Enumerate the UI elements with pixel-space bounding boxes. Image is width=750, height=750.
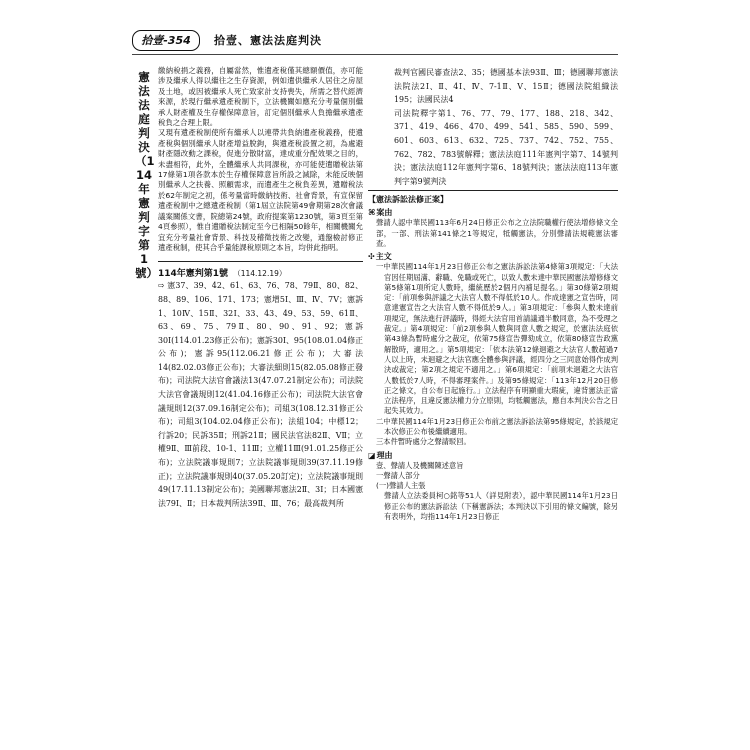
reason-label-heading bbox=[368, 450, 618, 461]
main-items bbox=[368, 262, 618, 447]
references-right-text-1: 裁判官國民審查法2、35；德國基本法93Ⅱ、Ⅲ；德國聯邦憲法法院法2Ⅰ、Ⅱ、4Ⅰ、Ⅳ、7-1Ⅱ、Ⅴ、15Ⅱ；德國法院組織法195；法國民法4 bbox=[394, 68, 618, 105]
references-left-text: 憲37、39、42、61、63、76、78、79Ⅱ、80、82、88、89、106、171、173；憲增5Ⅰ、Ⅲ、Ⅳ、7Ⅴ；憲訴1、10Ⅳ、15Ⅱ、32Ⅰ、33、43、49、53、59、61Ⅱ、63、69、75、79Ⅱ、80、90、91、92；憲訴30Ⅰ(114.01.23修正公布)；憲訴30Ⅰ、95(108.01.04修正公布)；憲訴95(112.06.21修正公布)；大審法14(82.02.03修正公布)；大審法細則15(82.05.08修正發布)；司法院大法官會議法13(47.07.21制定公布)；司法院大法官會議規則12(41.04.16修正公布)；司法院大法官會議規則12(37.09.16制定公布)；司組3(108.12.31修正公布)；司組3(104.02.04修正公布)；法組104；中標12；行訴20；民訴35Ⅱ；刑訴21Ⅱ；國民法官法82Ⅱ、ⅤⅡ；立權9Ⅱ、Ⅲ前段、10-1、11Ⅲ；立權11Ⅲ(91.01.25修正公布)；立法院議事規則7；立法院議事規則39(37.11.19修正)；立法院議事規則40(37.05.20訂定)；立法院議事規則49(17.11.13制定公布)；美國聯邦憲法2Ⅱ、3Ⅰ；日本國憲法79Ⅰ、Ⅱ；日本裁判所法39Ⅱ、Ⅲ、76；最高裁判所 bbox=[158, 281, 363, 508]
main-item-3: 三本件暫時處分之聲請駁回。 bbox=[376, 437, 471, 447]
case-references-right bbox=[368, 66, 618, 191]
right-column bbox=[368, 66, 618, 522]
main-label-heading bbox=[368, 251, 618, 262]
reason-heading-3: (一)聲請人主張 bbox=[376, 481, 426, 491]
left-column bbox=[158, 66, 363, 510]
case-references-left bbox=[158, 279, 363, 510]
case-heading bbox=[158, 261, 363, 279]
main-item-2: 二中華民國114年1月23日修正公布前之憲法訴訟法第95條規定，於該規定本次修正公布後繼續適用。 bbox=[376, 416, 618, 436]
main-label: 主文 bbox=[375, 252, 392, 262]
case-title: 114年憲判第1號 bbox=[158, 269, 229, 280]
left-paragraph-1: 繳納稅捐之義務，自屬當然，惟遺產稅僅其總額價值，亦可能涉及繼承人得以繼往之生存資源，例如遺供繼承人居住之房屋及土地，或因被繼承人死亡致家計支持喪失，所需之替代經濟來源，於現行繼承遺產稅制下，立法機關如應充分考量個別繼承人財產權及生存權保障意旨，訂定個別繼承人負擔繼承遺產稅負之合理上限。 bbox=[158, 66, 363, 128]
reason-heading-1: 壹、聲請人及機關陳述意旨 bbox=[376, 460, 464, 470]
main-item-1: 一中華民國114年1月23日修正公布之憲法訴訟法第4條第3項規定：「大法官因任期屆滿、辭職、免職或死亡，以致人數未達中華民國憲法增修條文第5條第1項所定人數時，繼統歷於2個月內補足提名。」第30條第2項規定：「前項參與評議之大法官人數不得低於10人。作成達憲之宣告時，同意達憲宣告之大法官人數不得低於9人。」第3項規定：「參與人數未達前項規定，無法進行評議時，得經大法官用首請議通半數同意，為不受理之裁定。」第4項規定：「前2項參與人數與同意人數之規定，於憲法法庭依第43條為暫時處分之裁定，依第75條宣告彈劾成立，依第80條宣告政黨解散時，適用之。」第5項規定：「依本法第12條迴避之大法官人數超過7人以上時，未迴避之大法官應全體參與評議，經四分之三同意始得作成判決或裁定；第2項之規定不適用之。」第6項規定：「前項未迴避之大法官人數低於7人時，不得審理案件。」及第95條規定：「113年12月20日修正之條文，自公布日起施行。」立法程序有明顯重大瑕疵，違背憲法正當立法程序，且違反憲法權力分立原則，均牴觸憲法，應自本判決公告之日起失其效力。 bbox=[376, 262, 618, 416]
reason-heading-2: 一聲請人部分 bbox=[376, 470, 420, 480]
left-body-text bbox=[158, 66, 363, 253]
page-number-badge: 拾壹-354 bbox=[132, 30, 200, 51]
case-date: （114.12.19） bbox=[233, 269, 287, 279]
references-right-text-2: 司法院釋字第1、76、77、79、177、188、218、342、371、419、466、470、499、541、585、590、599、601、603、613、632、725、737、742、752、755、762、782、783號解釋；憲法法庭111年憲判字第7、14號判決；憲法法庭112年憲判字第6、18號判決；憲法法庭113年憲判字第9號判決 bbox=[394, 108, 618, 186]
reason-label: 理由 bbox=[376, 450, 393, 460]
vertical-caption: 憲法法庭判決（114年憲判字第1號） bbox=[135, 70, 158, 280]
running-title: 拾壹、憲法法庭判決 bbox=[214, 34, 322, 47]
reason-marker-icon: ◪ bbox=[368, 450, 376, 460]
section-title: 【憲法訴訟法修正案】 bbox=[368, 195, 448, 205]
arrow-icon: ⇨ bbox=[158, 281, 165, 291]
case-label: 案由 bbox=[376, 208, 393, 218]
main-marker-icon: ✣ bbox=[368, 252, 375, 262]
reason-text: 聲請人立法委員柯○銘等51人（詳見附表），認中華民國114年1月23日修正公布的憲法訴訟法（下稱憲訴法；本判決以下引用的條文編號，除另有表明外，均指114年1月23日修正 bbox=[384, 491, 618, 522]
case-label-heading bbox=[368, 207, 618, 218]
left-paragraph-2: 又現有遺產稅制使所有繼承人以連帶共負納遺產稅義務，使遺產稅與個別繼承人財產增益脫鉤，與遺產稅設置之初，為處避財產隱改動之課稅，促進分散財富，達成重分配效果之目的，未盡相符，此外，全體繼承人共同課稅，亦可能使遺贈稅法第17條第1項各款本於生存權保障意旨所設之減除，未能反映個別繼承人之扶養、照顧需求，而遺產生之稅負差異，遺贈稅法於62年制定之初，係考量當時繳納技術、社會背景，有宣保留遺產稅制中之總遺產稅制（第1屆立法院第49會期第28次會議議案關係文書，院總第24號，政府提案第1230號，第3頁至第4頁參照），惟自遺贈稅法制定至今已相隔50餘年，相關機關允宜充分考量社會背景、科技及稽徵技術之改變，通盤檢討修正遺產稅制，使其合乎量能課稅原則之本旨，均併此指明。 bbox=[158, 128, 363, 252]
case-text: 聲請人認中華民國113年6月24日修正公布之立法院職權行使法增修條文全部，一部、刑法第141條之1等規定，牴觸憲法，分別聲請法規範憲法審查。 bbox=[376, 218, 618, 248]
header-rule bbox=[132, 54, 618, 55]
case-marker-icon: ⌘ bbox=[368, 208, 376, 218]
